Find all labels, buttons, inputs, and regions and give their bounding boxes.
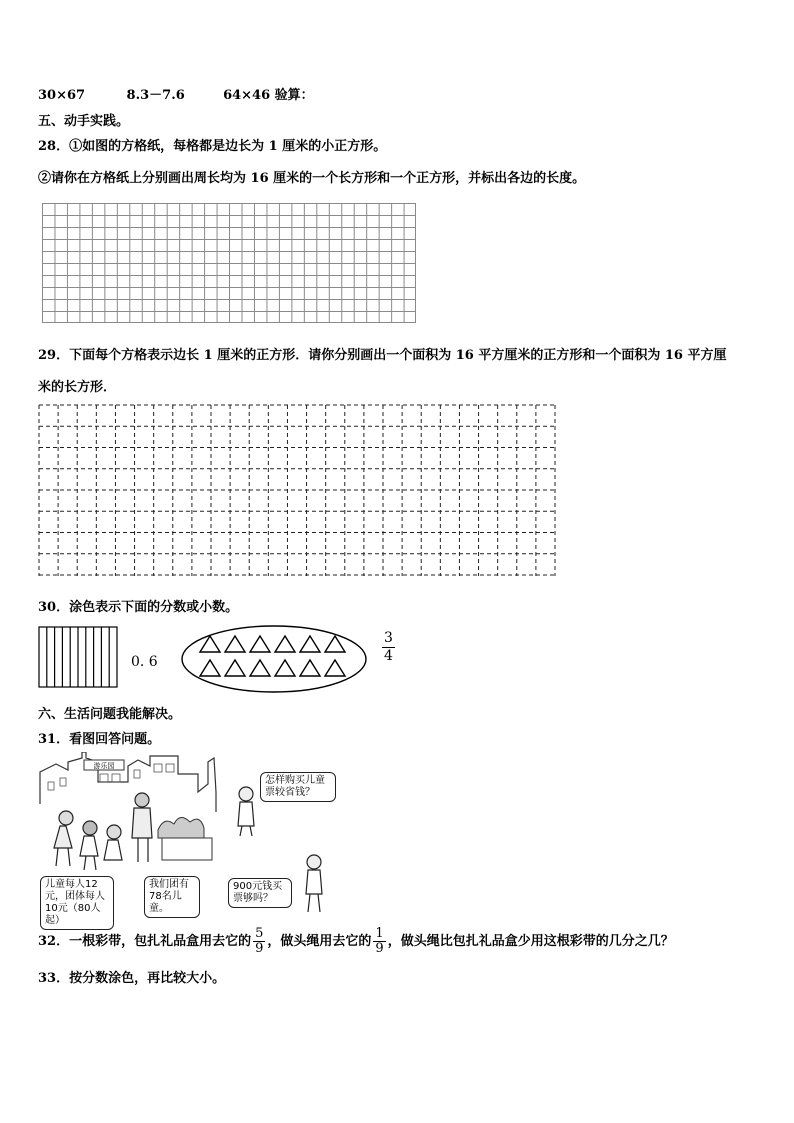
question-30 — [38, 596, 238, 615]
question-text: 涂色表示下面的分数或小数。 — [69, 600, 239, 615]
question-text: 一根彩带，包扎礼品盒用去它的 — [69, 934, 252, 949]
question-text: 下面每个方格表示边长 1 厘米的正方形．请你分别画出一个面积为 16 平方厘米的正方形和一个面积为 16 平方厘 — [69, 348, 727, 363]
question-text: 按分数涂色，再比较大小。 — [69, 971, 226, 986]
fraction-numerator: 1 — [375, 926, 384, 941]
question-28-line2: ②请你在方格纸上分别画出周长均为 16 厘米的一个长方形和一个正方形，并标出各边的长度。 — [38, 171, 586, 186]
fraction-numerator: 5 — [255, 926, 264, 941]
triangle — [325, 636, 345, 652]
sign-text: 游乐园 — [93, 762, 115, 770]
fraction-numerator: 3 — [384, 630, 393, 646]
question-33 — [38, 967, 225, 986]
question-text: 看图回答问题。 — [69, 732, 161, 747]
question-number: 32． — [38, 934, 70, 949]
section-heading: 六、生活问题我能解决。 — [38, 707, 182, 722]
question-text: ①如图的方格纸，每格都是边长为 1 厘米的小正方形。 — [69, 139, 387, 154]
triangle — [275, 636, 295, 652]
triangle — [250, 660, 270, 676]
fraction-denominator: 9 — [375, 941, 384, 956]
triangle — [275, 660, 295, 676]
question-text: ，做头绳比包扎礼品盒少用这根彩带的几分之几？ — [387, 934, 674, 949]
calc-item: 64×46 验算： — [223, 88, 314, 103]
question-number: 33． — [38, 971, 70, 986]
calc-item: 8.3－7.6 — [126, 88, 185, 103]
calc-row — [38, 84, 314, 103]
speech-bubble-budget: 900元钱买票够吗？ — [228, 878, 292, 908]
decimal-label: 0. 6 — [131, 654, 158, 670]
fraction-denominator: 9 — [255, 941, 264, 956]
question-29-line2: 米的长方形． — [38, 380, 117, 395]
section-heading: 五、动手实践。 — [38, 114, 130, 129]
fraction-one-ninth — [373, 927, 385, 956]
question-number: 29． — [38, 348, 70, 363]
question-31 — [38, 728, 160, 747]
speech-bubble-question: 怎样购买儿童票较省钱？ — [260, 772, 336, 802]
triangle — [250, 636, 270, 652]
speech-bubble-prices: 儿童每人12元，团体每人10元（80人起） — [40, 876, 114, 930]
question-number: 28． — [38, 139, 70, 154]
triangle — [325, 660, 345, 676]
striped-rectangle — [38, 626, 118, 688]
fraction-denominator: 4 — [384, 648, 393, 664]
triangle — [200, 660, 220, 676]
square-grid-paper — [42, 203, 416, 323]
triangle — [225, 660, 245, 676]
question-number: 30． — [38, 600, 70, 615]
triangle — [225, 636, 245, 652]
ticket-scene-illustration — [38, 752, 338, 926]
triangle — [300, 660, 320, 676]
triangle — [300, 636, 320, 652]
question-32 — [38, 927, 674, 956]
fraction-three-quarters — [382, 630, 395, 665]
question-29-line1 — [38, 344, 726, 363]
question-text: ，做头绳用去它的 — [267, 934, 372, 949]
dashed-grid — [38, 404, 558, 578]
calc-item: 30×67 — [38, 88, 86, 103]
speech-bubble-group-size: 我们团有78名儿童。 — [144, 876, 200, 918]
triangles-oval — [180, 624, 368, 694]
fraction-five-ninths — [253, 927, 265, 956]
question-number: 31． — [38, 732, 70, 747]
question-28-line1 — [38, 135, 386, 154]
